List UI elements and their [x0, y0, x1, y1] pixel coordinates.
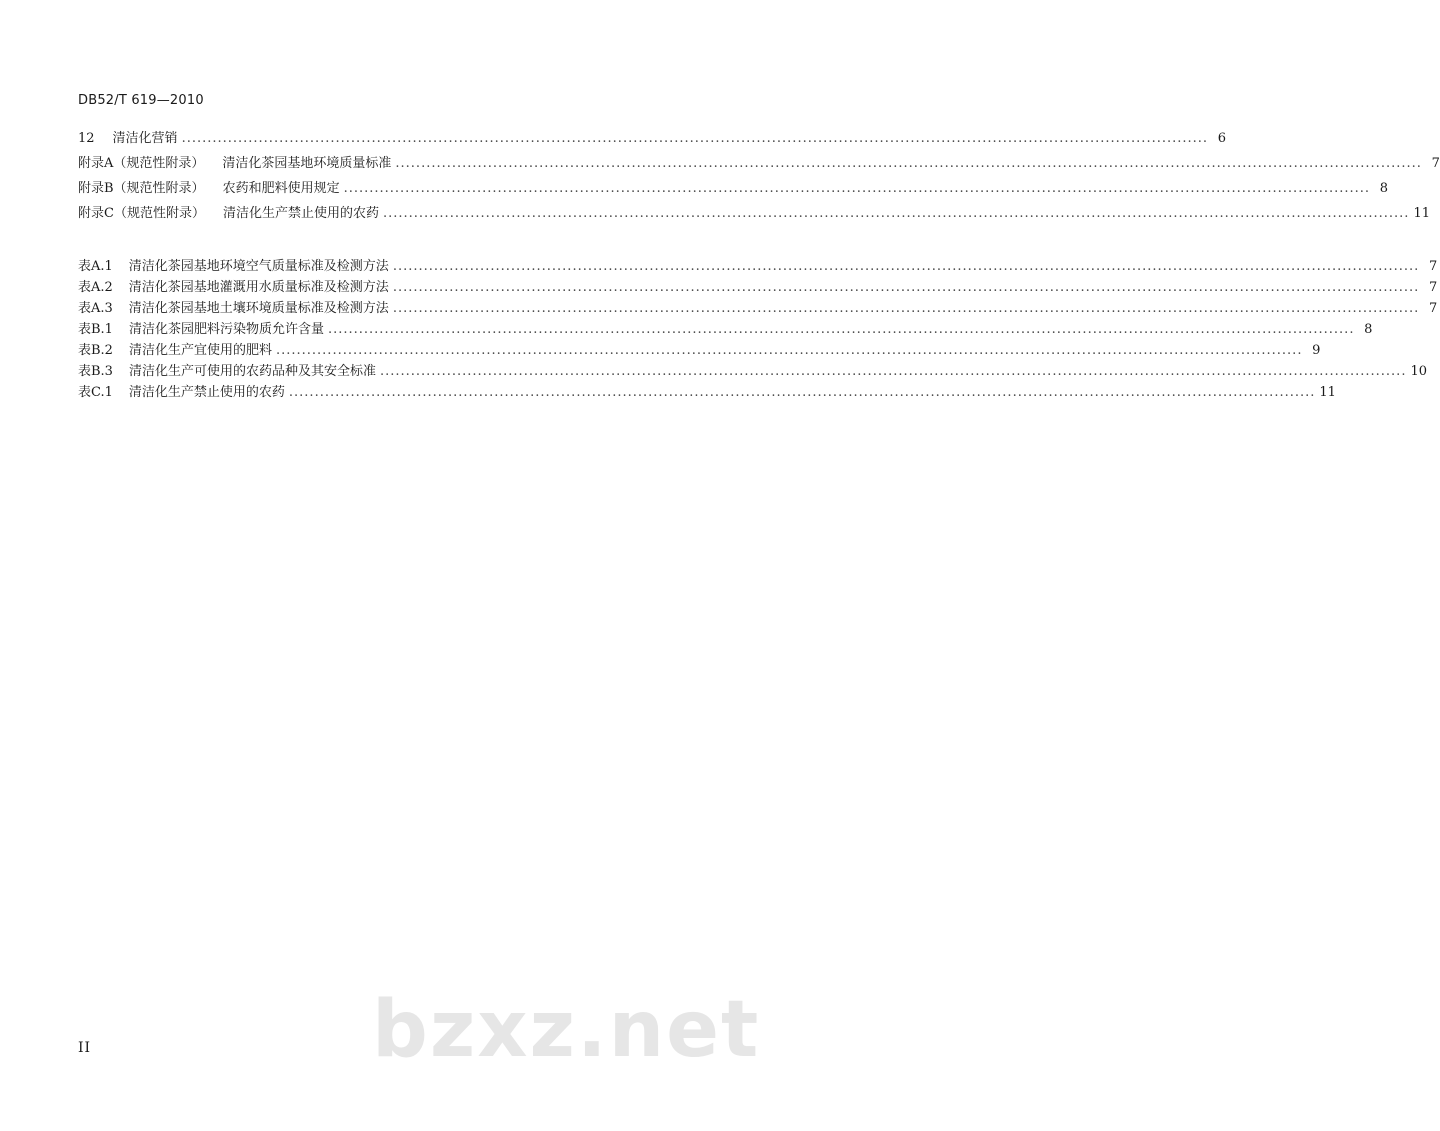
toc-entry-title: 清洁化茶园肥料污染物质允许含量	[128, 322, 324, 337]
toc-entry[interactable]	[78, 298, 1438, 319]
toc-dot-leader: ........................................................................................................................................................................................................	[382, 206, 1410, 221]
toc-entry-page: 7	[1429, 259, 1438, 274]
toc-entry-title: 清洁化茶园基地土壤环境质量标准及检测方法	[128, 301, 389, 316]
toc-entry[interactable]	[78, 319, 1373, 340]
toc-entry-title: 清洁化茶园基地环境质量标准	[222, 156, 392, 171]
toc-main-section	[78, 126, 1440, 226]
toc-dot-leader: ........................................................................................................................................................................................................	[379, 364, 1407, 379]
toc-entry-number: 表B.1	[78, 322, 113, 337]
toc-entry-number: 附录A（规范性附录）	[78, 156, 205, 171]
toc-entry-title: 清洁化茶园基地灌溉用水质量标准及检测方法	[128, 280, 389, 295]
toc-entry-page: 11	[1319, 385, 1336, 400]
toc-dot-leader: ........................................................................................................................................................................................................	[181, 131, 1209, 146]
toc-entry-number: 表A.1	[78, 259, 113, 274]
watermark-logo: bzxz.net	[372, 985, 761, 1075]
toc-entry-title: 清洁化生产宜使用的肥料	[128, 343, 272, 358]
toc-entry[interactable]	[78, 176, 1389, 201]
toc-dot-leader: ........................................................................................................................................................................................................	[392, 301, 1420, 316]
toc-entry-page: 7	[1431, 156, 1440, 171]
toc-entry[interactable]	[78, 256, 1438, 277]
toc-entry-page: 9	[1312, 343, 1321, 358]
toc-entry[interactable]	[78, 361, 1427, 382]
toc-entry-title: 清洁化生产可使用的农药品种及其安全标准	[128, 364, 376, 379]
toc-dot-leader: ........................................................................................................................................................................................................	[327, 322, 1355, 337]
toc-dot-leader: ........................................................................................................................................................................................................	[343, 181, 1371, 196]
toc-entry-title: 农药和肥料使用规定	[222, 181, 340, 196]
toc-entry-number: 附录B（规范性附录）	[78, 181, 205, 196]
toc-entry-page: 10	[1410, 364, 1427, 379]
toc-dot-leader: ........................................................................................................................................................................................................	[275, 343, 1303, 358]
toc-entry-title: 清洁化生产禁止使用的农药	[128, 385, 285, 400]
toc-entry[interactable]	[78, 126, 1227, 151]
page-number: II	[78, 1040, 92, 1056]
toc-entry-number: 表A.2	[78, 280, 113, 295]
toc-entry-page: 11	[1413, 206, 1430, 221]
toc-entry-title: 清洁化茶园基地环境空气质量标准及检测方法	[128, 259, 389, 274]
toc-dot-leader: ........................................................................................................................................................................................................	[392, 259, 1420, 274]
toc-entry-number: 表C.1	[78, 385, 113, 400]
toc-tables-section	[78, 256, 1438, 403]
toc-entry-number: 表B.3	[78, 364, 113, 379]
toc-dot-leader: ........................................................................................................................................................................................................	[392, 280, 1420, 295]
toc-entry-number: 12	[78, 131, 95, 146]
toc-entry-title: 清洁化营销	[112, 131, 178, 146]
toc-entry-title: 清洁化生产禁止使用的农药	[222, 206, 379, 221]
toc-entry[interactable]	[78, 340, 1321, 361]
toc-entry-page: 8	[1364, 322, 1373, 337]
toc-entry-number: 附录C（规范性附录）	[78, 206, 205, 221]
toc-entry-number: 表B.2	[78, 343, 113, 358]
toc-entry[interactable]	[78, 201, 1430, 226]
toc-dot-leader: ........................................................................................................................................................................................................	[288, 385, 1316, 400]
toc-entry-page: 7	[1429, 301, 1438, 316]
document-code-header: DB52/T 619—2010	[78, 93, 204, 108]
toc-entry-page: 6	[1217, 131, 1227, 146]
toc-entry[interactable]	[78, 277, 1438, 298]
toc-entry-number: 表A.3	[78, 301, 113, 316]
toc-entry[interactable]	[78, 151, 1440, 176]
toc-dot-leader: ........................................................................................................................................................................................................	[395, 156, 1422, 171]
toc-entry[interactable]	[78, 382, 1336, 403]
toc-entry-page: 8	[1379, 181, 1389, 196]
toc-entry-page: 7	[1429, 280, 1438, 295]
